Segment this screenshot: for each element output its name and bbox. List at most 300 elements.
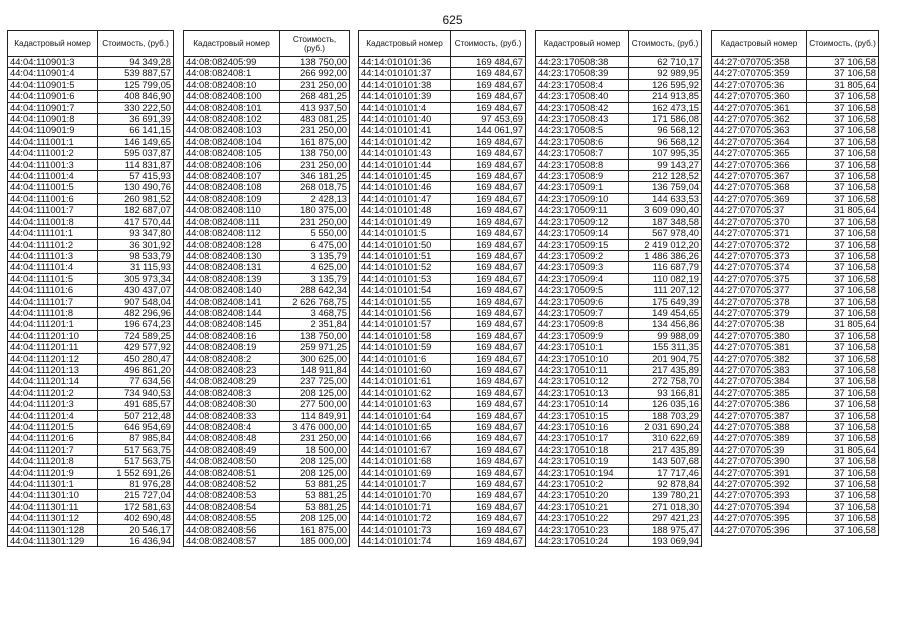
table-row xyxy=(536,376,702,387)
table-row xyxy=(359,91,526,102)
cost-cell: 215 727,04 xyxy=(98,490,174,501)
table-row xyxy=(536,330,702,341)
table-row xyxy=(536,57,702,68)
cost-cell: 169 484,67 xyxy=(451,422,526,433)
cadastral-table xyxy=(535,30,702,547)
header-cost: Стоимость, (руб.) xyxy=(280,31,350,57)
cost-cell: 37 106,58 xyxy=(807,148,879,159)
cost-cell: 136 759,04 xyxy=(629,182,702,193)
cost-cell: 17 717,46 xyxy=(629,467,702,478)
cadastral-number-cell: 44:14:010101:58 xyxy=(359,330,451,341)
cadastral-number-cell: 44:04:111301:11 xyxy=(8,501,98,512)
cost-cell: 169 484,67 xyxy=(451,182,526,193)
cost-cell: 346 181,25 xyxy=(280,171,350,182)
table-row xyxy=(359,501,526,512)
table-row xyxy=(8,182,174,193)
cost-cell: 539 887,57 xyxy=(98,68,174,79)
cadastral-number-cell: 44:08:082408:107 xyxy=(184,171,280,182)
table-row xyxy=(712,205,879,216)
table-row xyxy=(536,148,702,159)
table-row xyxy=(712,467,879,478)
cadastral-number-cell: 44:23:170509:15 xyxy=(536,239,629,250)
cost-cell: 214 913,85 xyxy=(629,91,702,102)
cost-cell: 169 484,67 xyxy=(451,102,526,113)
table-row xyxy=(184,205,350,216)
table-row xyxy=(184,239,350,250)
cadastral-number-cell: 44:27:070705:383 xyxy=(712,364,807,375)
cadastral-number-cell: 44:23:170510:22 xyxy=(536,513,629,524)
cost-cell: 31 805,64 xyxy=(807,205,879,216)
table-row xyxy=(184,250,350,261)
cadastral-number-cell: 44:04:110901:4 xyxy=(8,68,98,79)
cost-cell: 169 484,67 xyxy=(451,399,526,410)
cost-cell: 126 035,16 xyxy=(629,399,702,410)
cadastral-number-cell: 44:08:082408:16 xyxy=(184,330,280,341)
table-row xyxy=(8,490,174,501)
table-row xyxy=(8,513,174,524)
table-row xyxy=(536,228,702,239)
table-row xyxy=(359,148,526,159)
cost-cell: 37 106,58 xyxy=(807,136,879,147)
table-row xyxy=(712,513,879,524)
table-row xyxy=(359,102,526,113)
cadastral-number-cell: 44:04:111201:5 xyxy=(8,422,98,433)
cadastral-number-cell: 44:27:070705:364 xyxy=(712,136,807,147)
table-row xyxy=(359,182,526,193)
table-row xyxy=(359,285,526,296)
table-row xyxy=(359,524,526,535)
cost-cell: 77 634,56 xyxy=(98,376,174,387)
cost-cell: 330 222,50 xyxy=(98,102,174,113)
cadastral-number-cell: 44:04:111101:6 xyxy=(8,285,98,296)
cadastral-number-cell: 44:14:010101:45 xyxy=(359,171,451,182)
cost-cell: 297 421,23 xyxy=(629,513,702,524)
table-header-row xyxy=(712,31,879,57)
cost-cell: 169 484,67 xyxy=(451,524,526,535)
cadastral-number-cell: 44:04:111101:4 xyxy=(8,262,98,273)
cadastral-number-cell: 44:27:070705:392 xyxy=(712,479,807,490)
table-row xyxy=(8,273,174,284)
cost-cell: 268 018,75 xyxy=(280,182,350,193)
cadastral-number-cell: 44:27:070705:362 xyxy=(712,114,807,125)
cost-cell: 169 484,67 xyxy=(451,490,526,501)
table-row xyxy=(536,467,702,478)
table-row xyxy=(712,114,879,125)
table-header-row xyxy=(536,31,702,57)
table-row xyxy=(8,296,174,307)
cost-cell: 2 351,84 xyxy=(280,319,350,330)
table-row xyxy=(536,524,702,535)
table-row xyxy=(184,353,350,364)
table-row xyxy=(536,422,702,433)
table-row xyxy=(8,501,174,512)
cost-cell: 37 106,58 xyxy=(807,399,879,410)
cost-cell: 37 106,58 xyxy=(807,285,879,296)
table-row xyxy=(184,182,350,193)
table-row xyxy=(712,262,879,273)
table-row xyxy=(536,319,702,330)
cost-cell: 37 106,58 xyxy=(807,467,879,478)
cost-cell: 169 484,67 xyxy=(451,171,526,182)
table-row xyxy=(8,68,174,79)
table-row xyxy=(184,410,350,421)
cost-cell: 483 081,25 xyxy=(280,114,350,125)
table-row xyxy=(184,171,350,182)
cadastral-number-cell: 44:27:070705:387 xyxy=(712,410,807,421)
table-row xyxy=(359,57,526,68)
cost-cell: 175 649,39 xyxy=(629,296,702,307)
table-row xyxy=(184,125,350,136)
cost-cell: 169 484,67 xyxy=(451,262,526,273)
header-cadastral-number: Кадастровый номер xyxy=(712,31,807,57)
cadastral-number-cell: 44:08:082408:144 xyxy=(184,307,280,318)
cadastral-number-cell: 44:04:111101:2 xyxy=(8,239,98,250)
cost-cell: 517 563,75 xyxy=(98,456,174,467)
table-row xyxy=(359,319,526,330)
cadastral-number-cell: 44:27:070705:366 xyxy=(712,159,807,170)
table-row xyxy=(712,79,879,90)
cost-cell: 36 301,92 xyxy=(98,239,174,250)
table-row xyxy=(712,239,879,250)
cost-cell: 37 106,58 xyxy=(807,513,879,524)
cadastral-number-cell: 44:04:111201:9 xyxy=(8,467,98,478)
cost-cell: 37 106,58 xyxy=(807,433,879,444)
table-row xyxy=(712,228,879,239)
table-row xyxy=(536,285,702,296)
table-row xyxy=(184,319,350,330)
cadastral-number-cell: 44:23:170509:14 xyxy=(536,228,629,239)
cadastral-number-cell: 44:23:170510:1 xyxy=(536,342,629,353)
cadastral-number-cell: 44:23:170510:14 xyxy=(536,399,629,410)
table-row xyxy=(712,250,879,261)
cadastral-number-cell: 44:27:070705:377 xyxy=(712,285,807,296)
cadastral-number-cell: 44:27:070705:372 xyxy=(712,239,807,250)
cost-cell: 114 831,87 xyxy=(98,159,174,170)
cost-cell: 171 586,08 xyxy=(629,114,702,125)
table-row xyxy=(359,456,526,467)
cadastral-number-cell: 44:14:010101:62 xyxy=(359,387,451,398)
cost-cell: 143 507,68 xyxy=(629,456,702,467)
cadastral-number-cell: 44:08:082408:131 xyxy=(184,262,280,273)
header-cadastral-number: Кадастровый номер xyxy=(184,31,280,57)
cost-cell: 172 581,63 xyxy=(98,501,174,512)
cadastral-number-cell: 44:08:082408:139 xyxy=(184,273,280,284)
cadastral-number-cell: 44:04:111201:4 xyxy=(8,410,98,421)
cost-cell: 37 106,58 xyxy=(807,501,879,512)
table-row xyxy=(359,513,526,524)
cost-cell: 310 622,69 xyxy=(629,433,702,444)
table-row xyxy=(8,79,174,90)
cadastral-number-cell: 44:23:170510:17 xyxy=(536,433,629,444)
table-row xyxy=(359,296,526,307)
cadastral-number-cell: 44:04:111001:3 xyxy=(8,159,98,170)
cost-cell: 288 642,34 xyxy=(280,285,350,296)
cost-cell: 169 484,67 xyxy=(451,57,526,68)
table-row xyxy=(8,114,174,125)
cost-cell: 31 805,64 xyxy=(807,444,879,455)
table-row xyxy=(536,136,702,147)
cost-cell: 146 149,65 xyxy=(98,136,174,147)
cadastral-number-cell: 44:23:170510:10 xyxy=(536,353,629,364)
cost-cell: 92 878,84 xyxy=(629,479,702,490)
cost-cell: 37 106,58 xyxy=(807,296,879,307)
table-row xyxy=(536,479,702,490)
cost-cell: 144 633,53 xyxy=(629,193,702,204)
table-row xyxy=(712,102,879,113)
table-row xyxy=(712,307,879,318)
cadastral-number-cell: 44:04:111201:3 xyxy=(8,399,98,410)
table-row xyxy=(8,285,174,296)
page-number: 625 xyxy=(442,13,463,27)
table-row xyxy=(8,205,174,216)
table-row xyxy=(359,467,526,478)
table-row xyxy=(184,456,350,467)
cost-cell: 193 069,94 xyxy=(629,536,702,547)
cost-cell: 1 552 691,26 xyxy=(98,467,174,478)
table-row xyxy=(359,376,526,387)
table-row xyxy=(536,182,702,193)
cost-cell: 37 106,58 xyxy=(807,250,879,261)
cadastral-number-cell: 44:23:170508:40 xyxy=(536,91,629,102)
cadastral-number-cell: 44:04:111301:1 xyxy=(8,479,98,490)
cost-cell: 169 484,67 xyxy=(451,79,526,90)
cost-cell: 182 687,07 xyxy=(98,205,174,216)
table-row xyxy=(359,68,526,79)
table-row xyxy=(8,125,174,136)
table-row xyxy=(184,433,350,444)
cost-cell: 450 280,47 xyxy=(98,353,174,364)
cadastral-number-cell: 44:27:070705:378 xyxy=(712,296,807,307)
cadastral-number-cell: 44:14:010101:37 xyxy=(359,68,451,79)
table-header-row xyxy=(359,31,526,57)
cost-cell: 196 674,23 xyxy=(98,319,174,330)
cost-cell: 413 937,50 xyxy=(280,102,350,113)
cadastral-number-cell: 44:04:111201:11 xyxy=(8,342,98,353)
cadastral-number-cell: 44:27:070705:39 xyxy=(712,444,807,455)
cadastral-number-cell: 44:08:082408:1 xyxy=(184,68,280,79)
table-row xyxy=(184,422,350,433)
table-row xyxy=(536,159,702,170)
cadastral-number-cell: 44:23:170510:12 xyxy=(536,376,629,387)
cost-cell: 208 125,00 xyxy=(280,456,350,467)
cost-cell: 134 456,86 xyxy=(629,319,702,330)
table-row xyxy=(184,114,350,125)
cadastral-number-cell: 44:14:010101:46 xyxy=(359,182,451,193)
cadastral-number-cell: 44:14:010101:42 xyxy=(359,136,451,147)
cadastral-number-cell: 44:23:170510:23 xyxy=(536,524,629,535)
table-row xyxy=(359,410,526,421)
cost-cell: 482 296,96 xyxy=(98,307,174,318)
cost-cell: 595 037,87 xyxy=(98,148,174,159)
cost-cell: 1 486 386,26 xyxy=(629,250,702,261)
cadastral-number-cell: 44:08:082408:104 xyxy=(184,136,280,147)
cadastral-number-cell: 44:04:111101:8 xyxy=(8,307,98,318)
cost-cell: 37 106,58 xyxy=(807,387,879,398)
cost-cell: 305 973,34 xyxy=(98,273,174,284)
cadastral-number-cell: 44:23:170510:18 xyxy=(536,444,629,455)
cadastral-number-cell: 44:27:070705:367 xyxy=(712,171,807,182)
cadastral-number-cell: 44:14:010101:55 xyxy=(359,296,451,307)
cost-cell: 37 106,58 xyxy=(807,125,879,136)
cadastral-number-cell: 44:08:082408:100 xyxy=(184,91,280,102)
cost-cell: 126 595,92 xyxy=(629,79,702,90)
cost-cell: 496 861,20 xyxy=(98,364,174,375)
table-row xyxy=(536,410,702,421)
cost-cell: 16 436,94 xyxy=(98,536,174,547)
cadastral-number-cell: 44:27:070705:368 xyxy=(712,182,807,193)
cadastral-number-cell: 44:23:170509:8 xyxy=(536,319,629,330)
cost-cell: 188 703,29 xyxy=(629,410,702,421)
cadastral-number-cell: 44:08:082408:128 xyxy=(184,239,280,250)
cost-cell: 98 533,79 xyxy=(98,250,174,261)
cadastral-number-cell: 44:04:111101:1 xyxy=(8,228,98,239)
cadastral-number-cell: 44:04:111301:128 xyxy=(8,524,98,535)
cost-cell: 169 484,67 xyxy=(451,239,526,250)
cost-cell: 169 484,67 xyxy=(451,376,526,387)
cadastral-number-cell: 44:23:170510:2 xyxy=(536,479,629,490)
table-row xyxy=(359,216,526,227)
table-row xyxy=(184,444,350,455)
cadastral-number-cell: 44:08:082408:57 xyxy=(184,536,280,547)
table-row xyxy=(712,501,879,512)
cost-cell: 37 106,58 xyxy=(807,91,879,102)
cost-cell: 272 758,70 xyxy=(629,376,702,387)
table-row xyxy=(8,399,174,410)
table-row xyxy=(712,399,879,410)
table-row xyxy=(8,102,174,113)
table-row xyxy=(184,364,350,375)
cost-cell: 212 128,52 xyxy=(629,171,702,182)
table-row xyxy=(8,319,174,330)
cost-cell: 185 000,00 xyxy=(280,536,350,547)
cadastral-number-cell: 44:04:111201:13 xyxy=(8,364,98,375)
cost-cell: 66 141,15 xyxy=(98,125,174,136)
cadastral-number-cell: 44:14:010101:54 xyxy=(359,285,451,296)
table-row xyxy=(8,364,174,375)
table-row xyxy=(712,353,879,364)
table-row xyxy=(536,536,702,547)
table-row xyxy=(712,159,879,170)
cost-cell: 53 881,25 xyxy=(280,501,350,512)
table-row xyxy=(8,479,174,490)
cost-cell: 724 589,25 xyxy=(98,330,174,341)
table-row xyxy=(359,79,526,90)
cadastral-number-cell: 44:23:170510:19 xyxy=(536,456,629,467)
cost-cell: 188 975,47 xyxy=(629,524,702,535)
cost-cell: 94 349,28 xyxy=(98,57,174,68)
cost-cell: 646 954,69 xyxy=(98,422,174,433)
cost-cell: 97 453,69 xyxy=(451,114,526,125)
cadastral-number-cell: 44:08:082408:102 xyxy=(184,114,280,125)
cost-cell: 37 106,58 xyxy=(807,228,879,239)
table-row xyxy=(184,102,350,113)
table-row xyxy=(712,342,879,353)
cadastral-number-cell: 44:27:070705:361 xyxy=(712,102,807,113)
cost-cell: 169 484,67 xyxy=(451,273,526,284)
cadastral-number-cell: 44:23:170510:16 xyxy=(536,422,629,433)
table-row xyxy=(8,91,174,102)
cadastral-number-cell: 44:14:010101:59 xyxy=(359,342,451,353)
cost-cell: 417 570,44 xyxy=(98,216,174,227)
cadastral-number-cell: 44:23:170509:9 xyxy=(536,330,629,341)
cadastral-number-cell: 44:23:170508:38 xyxy=(536,57,629,68)
cadastral-number-cell: 44:14:010101:56 xyxy=(359,307,451,318)
cost-cell: 139 780,21 xyxy=(629,490,702,501)
cadastral-number-cell: 44:04:111301:12 xyxy=(8,513,98,524)
cadastral-number-cell: 44:08:082408:19 xyxy=(184,342,280,353)
table-row xyxy=(8,136,174,147)
table-row xyxy=(359,193,526,204)
cost-cell: 37 106,58 xyxy=(807,422,879,433)
header-cadastral-number: Кадастровый номер xyxy=(536,31,629,57)
cadastral-number-cell: 44:27:070705:388 xyxy=(712,422,807,433)
cost-cell: 93 347,80 xyxy=(98,228,174,239)
table-row xyxy=(712,182,879,193)
table-row xyxy=(712,148,879,159)
cadastral-number-cell: 44:14:010101:64 xyxy=(359,410,451,421)
cadastral-number-cell: 44:14:010101:44 xyxy=(359,159,451,170)
table-row xyxy=(8,171,174,182)
cadastral-number-cell: 44:27:070705:390 xyxy=(712,456,807,467)
cadastral-number-cell: 44:27:070705:379 xyxy=(712,307,807,318)
table-row xyxy=(8,239,174,250)
cadastral-number-cell: 44:08:082408:4 xyxy=(184,422,280,433)
cadastral-number-cell: 44:27:070705:381 xyxy=(712,342,807,353)
cost-cell: 37 106,58 xyxy=(807,353,879,364)
table-row xyxy=(359,364,526,375)
cadastral-number-cell: 44:08:082408:3 xyxy=(184,387,280,398)
table-row xyxy=(184,501,350,512)
cost-cell: 57 415,93 xyxy=(98,171,174,182)
table-row xyxy=(712,136,879,147)
cost-cell: 169 484,67 xyxy=(451,342,526,353)
table-row xyxy=(712,410,879,421)
cadastral-number-cell: 44:14:010101:4 xyxy=(359,102,451,113)
table-row xyxy=(359,262,526,273)
cost-cell: 93 166,81 xyxy=(629,387,702,398)
cadastral-number-cell: 44:27:070705:369 xyxy=(712,193,807,204)
cost-cell: 36 691,39 xyxy=(98,114,174,125)
table-row xyxy=(712,422,879,433)
table-row xyxy=(359,433,526,444)
table-row xyxy=(536,387,702,398)
cadastral-number-cell: 44:08:082408:33 xyxy=(184,410,280,421)
table-row xyxy=(536,205,702,216)
cost-cell: 37 106,58 xyxy=(807,330,879,341)
table-row xyxy=(184,490,350,501)
cadastral-number-cell: 44:04:111101:3 xyxy=(8,250,98,261)
table-row xyxy=(359,273,526,284)
table-row xyxy=(536,342,702,353)
cadastral-number-cell: 44:23:170508:5 xyxy=(536,125,629,136)
cadastral-number-cell: 44:23:170509:11 xyxy=(536,205,629,216)
cost-cell: 208 125,00 xyxy=(280,387,350,398)
cadastral-number-cell: 44:23:170508:8 xyxy=(536,159,629,170)
table-row xyxy=(184,68,350,79)
table-row xyxy=(8,148,174,159)
cadastral-number-cell: 44:14:010101:69 xyxy=(359,467,451,478)
table-row xyxy=(359,228,526,239)
cost-cell: 162 473,15 xyxy=(629,102,702,113)
cost-cell: 37 106,58 xyxy=(807,171,879,182)
cadastral-number-cell: 44:23:170510:20 xyxy=(536,490,629,501)
cost-cell: 4 625,00 xyxy=(280,262,350,273)
cost-cell: 231 250,00 xyxy=(280,433,350,444)
cost-cell: 169 484,67 xyxy=(451,467,526,478)
cost-cell: 169 484,67 xyxy=(451,307,526,318)
cadastral-number-cell: 44:14:010101:53 xyxy=(359,273,451,284)
cost-cell: 81 976,28 xyxy=(98,479,174,490)
